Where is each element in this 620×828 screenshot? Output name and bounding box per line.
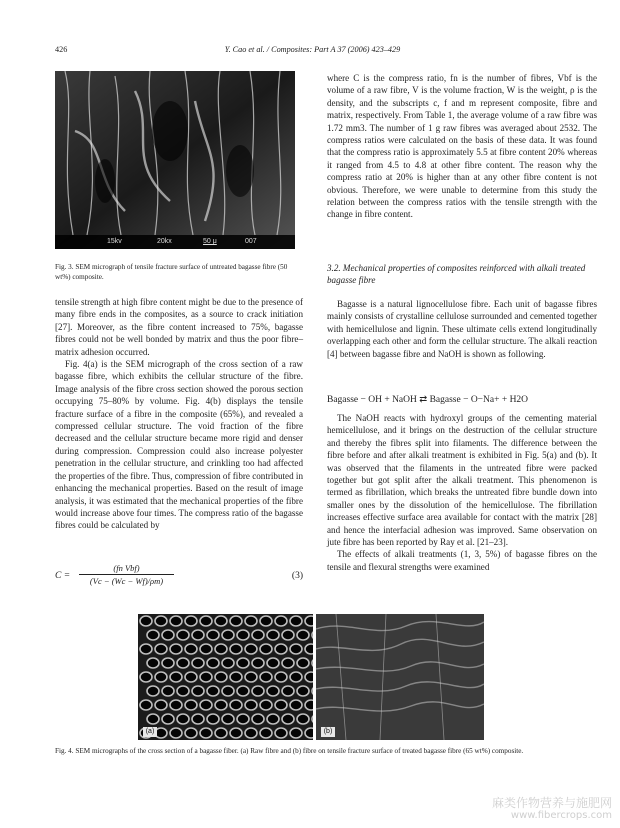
cell-lumen [155,672,167,682]
cell-lumen [162,714,174,724]
paragraph: tensile strength at high fibre content might be due to the presence of many fibre ends in the composites, as a source to crack initiation [27]. Moreover, as the fibre content increased to 75%, bagasse fibres could not be well bonded by matrix and thus the poor fibre–matrix adhesion occurred. [55,297,303,357]
cell-lumen [147,714,159,724]
cell-lumen [275,672,287,682]
paragraph: The NaOH reacts with hydroxyl groups of the cementing material hemicellulose, and it brings on the destruction of the cellular structure and thereby the fibres split into filaments. The difference between the fibre before and after alkali treatment is exhibited in Fig. 5(a) and (b). It was observed that the filaments in the untreated fibre were packed together but got split after the alkali treatment. This phenomenon is termed as fibrillation, which breaks the untreated fibre bundle down into smaller ones by the dissolution of the hemicellulose. The fibrillation increases effective surface area available for contact with the matrix [28] and hence the interfacial adhesion was improved. Same observation on jute fibre has been reported by Ray et al. [21–23]. [327,413,597,548]
cell-lumen [215,644,227,654]
cell-lumen [260,672,272,682]
cell-lumen [147,658,159,668]
cell-lumen [185,644,197,654]
cell-lumen [305,616,313,626]
cell-lumen [305,728,313,738]
alkali-reaction-equation: Bagasse − OH + NaOH ⇄ Bagasse − O−Na+ + H2O [327,395,529,405]
cell-lumen [237,630,249,640]
cell-lumen [185,616,197,626]
cell-lumen [147,630,159,640]
cell-lumen [245,700,257,710]
cell-lumen [267,714,279,724]
cell-lumen [215,616,227,626]
cell-lumen [170,616,182,626]
cell-lumen [282,714,294,724]
cell-lumen [245,644,257,654]
cell-lumen [192,686,204,696]
right-column-top-text [327,72,597,221]
cell-lumen [177,658,189,668]
sem-voltage: 15kv [107,238,122,245]
site-watermark [492,796,612,822]
sem-image-id: 007 [245,238,257,245]
cell-lumen [222,686,234,696]
cell-lumen [275,728,287,738]
cell-lumen [275,700,287,710]
cell-lumen [162,630,174,640]
cell-lumen [147,686,159,696]
cell-lumen [140,672,152,682]
cell-lumen [192,658,204,668]
running-head [55,45,570,57]
equation-denominator: (Vc − (Wc − Wf)/ρm) [89,576,164,586]
cell-lumen [200,644,212,654]
figure-4a-sem-image [138,614,313,740]
watermark-line-2: www.fibercrops.com [510,810,612,821]
cell-lumen [185,728,197,738]
equation-3 [55,563,303,599]
cell-lumen [162,686,174,696]
cell-lumen [170,700,182,710]
cell-lumen [155,616,167,626]
cell-lumen [230,672,242,682]
cell-lumen [230,644,242,654]
cell-lumen [305,672,313,682]
section-heading-3-2: 3.2. Mechanical properties of composites reinforced with alkali treated bagasse fibre [327,263,586,286]
cell-lumen [230,728,242,738]
paragraph: where C is the compress ratio, fn is the number of fibres, Vbf is the volume of a raw fibre, V is the volume fraction, W is the weight, ρ is the density, and the subscripts c, f and m represent composite, fibre and matrix, respectively. From Table 1, the average volume of a raw fibre was 1.72 mm3. The number of 1 g raw fibres was averaged about 2532. The compress ratios were calculated on the basis of these data. It was found that the compress ratio is approximately 5.5 at fibre content 20% whereas it ranged from 4.5 to 4.8 at other fibre content. The reason why the compress ratio at 20% is higher than at any other fibre content is not obvious. Therefore, we were unable to determine from this study the relation between the compress ratios with the tensile strength with the change in fibre content. [327,73,597,220]
cell-lumen [275,644,287,654]
cell-lumen [305,644,313,654]
cell-lumen [200,728,212,738]
cell-lumen [170,672,182,682]
cell-lumen [200,700,212,710]
cell-lumen [245,672,257,682]
paragraph: Bagasse is a natural lignocellulose fibre. Each unit of bagasse fibres mainly consists of crystalline cellulose surrounded and cemented together with hemicellulose and lignin. These ultimate cells extend longitudinally overlapping each other and form the cellular structure. The alkali reaction [4] between bagasse fibre and NaOH is shown as following. [327,299,597,359]
honeycomb-cross-section [138,614,313,740]
cell-lumen [267,686,279,696]
cell-lumen [222,658,234,668]
equation-lhs: C = [55,571,71,581]
cell-lumen [185,672,197,682]
left-column-text [55,296,303,532]
cell-lumen [162,658,174,668]
cell-lumen [200,616,212,626]
cell-lumen [177,630,189,640]
cell-lumen [282,686,294,696]
cell-lumen [252,658,264,668]
cell-lumen [207,630,219,640]
cell-lumen [222,714,234,724]
watermark-line-1: 麻类作物营养与施肥网 [491,796,612,810]
cell-lumen [282,630,294,640]
cell-lumen [237,686,249,696]
cell-lumen [207,714,219,724]
cell-lumen [290,728,302,738]
cell-lumen [237,658,249,668]
cell-lumen [245,616,257,626]
cell-lumen [192,630,204,640]
cell-lumen [290,644,302,654]
cell-lumen [297,658,309,668]
cell-lumen [215,728,227,738]
cell-lumen [290,700,302,710]
sem-info-bar [55,235,295,249]
fracture-surface-texture [55,71,295,249]
equation-numerator: (fn Vbf) [79,563,174,575]
cell-lumen [207,686,219,696]
sem-scale: 50 μ [203,238,217,245]
cell-lumen [297,630,309,640]
cell-lumen [215,672,227,682]
panel-label-b: (b) [321,727,335,737]
cell-lumen [297,686,309,696]
journal-citation: Y. Cao et al. / Composites: Part A 37 (2006) 423–429 [224,45,401,54]
cell-lumen [185,700,197,710]
cell-lumen [140,700,152,710]
cell-lumen [245,728,257,738]
equation-number: (3) [291,571,303,581]
figure-4b-sem-image [316,614,484,740]
cell-lumen [177,686,189,696]
cell-lumen [305,700,313,710]
figure-3-caption: Fig. 3. SEM micrograph of tensile fracture surface of untreated bagasse fibre (50 wt%) composite. [55,263,288,281]
cell-lumen [260,728,272,738]
cell-lumen [267,658,279,668]
cell-lumen [170,728,182,738]
right-column-section-text [327,298,597,360]
cell-lumen [282,658,294,668]
compressed-fibre-surface [316,614,484,740]
right-column-after-reaction [327,412,597,573]
cell-lumen [230,700,242,710]
cell-lumen [290,616,302,626]
page-number: 426 [55,45,68,54]
cell-lumen [297,714,309,724]
sem-magnification: 20kx [157,238,172,245]
cell-lumen [260,616,272,626]
cell-lumen [222,630,234,640]
cell-lumen [177,714,189,724]
cell-lumen [140,616,152,626]
cell-lumen [260,644,272,654]
paragraph: Fig. 4(a) is the SEM micrograph of the cross section of a raw bagasse fibre, which exhibits the cellular structure of the fibre. Image analysis of the fibre cross section showed the porous section occupying 75–80% by volume. Fig. 4(b) displays the tensile fracture surface of a fibre in the composite (65%), and revealed a compressed cellular structure. The void fraction of the fibre decreased and the cellular structure became more rigid and denser during compression. Compression could also increase polyester penetration in the cellular structure, and crinkling too had affected the properties of the fibre. Thus, compression of fibre contributed in enhancing the mechanical properties. Based on the result of image analysis, it was estimated that the mechanical properties of the fibre would increase above four times. The compress ratio of the bagasse fibres could be calculated by [55,359,303,531]
figure-4-caption: Fig. 4. SEM micrographs of the cross section of a bagasse fiber. (a) Raw fibre and (b) fibre on tensile fracture surface of treated bagasse fibre (65 wt%) composite. [55,747,524,755]
cell-lumen [237,714,249,724]
cell-lumen [252,714,264,724]
cell-lumen [275,616,287,626]
cell-lumen [290,672,302,682]
cell-lumen [155,644,167,654]
figure-3-sem-image [55,71,295,249]
cell-lumen [192,714,204,724]
cell-lumen [207,658,219,668]
cell-lumen [230,616,242,626]
cell-lumen [215,700,227,710]
cell-lumen [200,672,212,682]
cell-lumen [260,700,272,710]
equation-fraction [79,563,174,586]
cell-lumen [267,630,279,640]
panel-label-a: (a) [143,727,157,737]
cell-lumen [252,686,264,696]
cell-lumen [140,644,152,654]
cell-lumen [155,700,167,710]
cell-lumen [252,630,264,640]
paragraph: The effects of alkali treatments (1, 3, 5%) of bagasse fibres on the tensile and flexural strengths were examined [327,549,597,572]
cell-lumen [170,644,182,654]
